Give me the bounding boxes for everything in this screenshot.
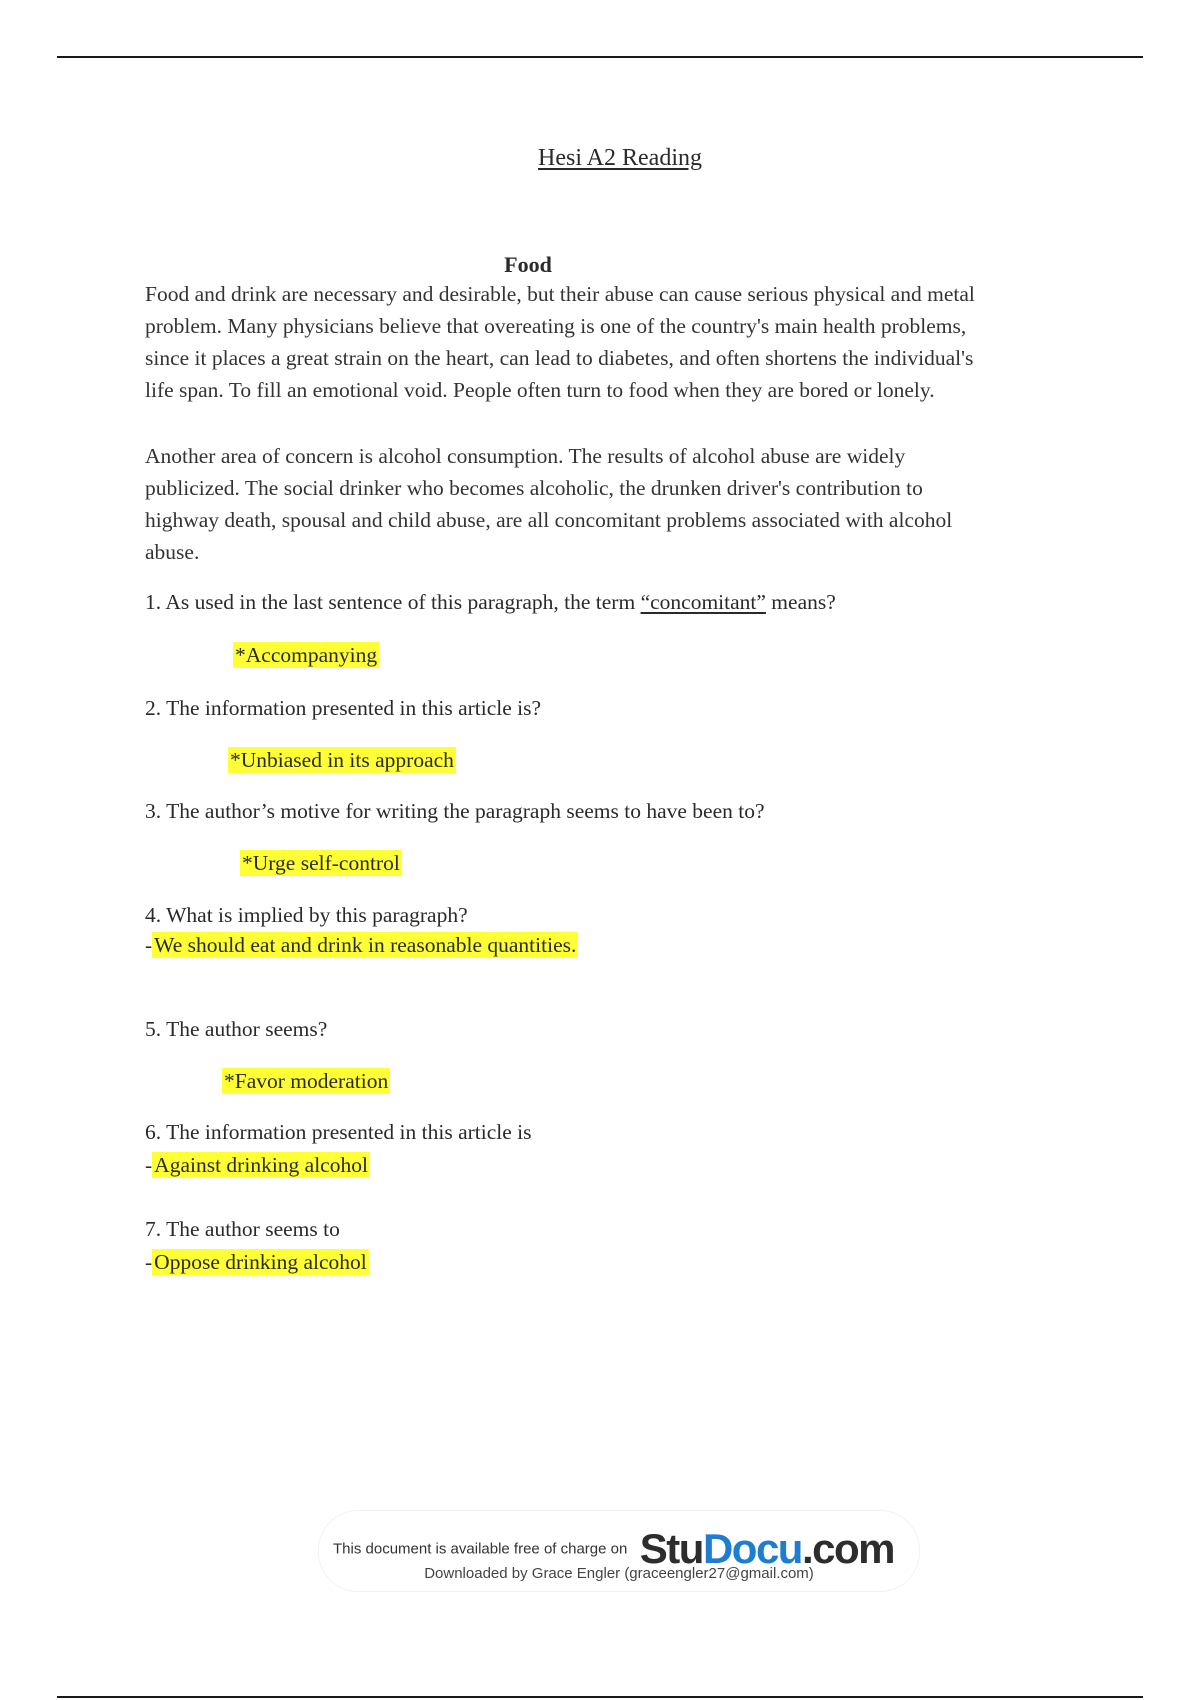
highlighted-answer: *Urge self-control: [242, 851, 400, 875]
question-4: 4. What is implied by this paragraph?: [145, 903, 468, 927]
answer-dash: -: [145, 933, 153, 957]
paragraph-line: Another area of concern is alcohol consumption. The results of alcohol abuse are widely: [145, 444, 906, 468]
document-title: Hesi A2 Reading: [538, 145, 702, 171]
studocu-footer: [318, 1510, 920, 1592]
answer-2: [228, 748, 456, 773]
highlighted-answer: *Accompanying: [235, 643, 378, 667]
paragraph-line: Food and drink are necessary and desirable, but their abuse can cause serious physical and metal: [145, 282, 975, 306]
highlighted-answer: *Favor moderation: [224, 1069, 389, 1093]
answer-dash: -: [145, 1153, 153, 1177]
footer-available-text: This document is available free of charge on: [333, 1540, 628, 1558]
question-6: 6. The information presented in this article is: [145, 1120, 532, 1144]
answer-dash: -: [145, 1250, 153, 1274]
answer-3: [240, 851, 402, 876]
paragraph-line: abuse.: [145, 540, 200, 564]
answer-4: [145, 933, 578, 958]
question-7: 7. The author seems to: [145, 1217, 340, 1241]
highlighted-answer: We should eat and drink in reasonable quantities.: [154, 933, 577, 957]
highlighted-answer: Against drinking alcohol: [154, 1153, 368, 1177]
paragraph-line: life span. To fill an emotional void. People often turn to food when they are bored or lonely.: [145, 378, 935, 402]
paragraph-food: [145, 278, 1085, 406]
logo-part: Docu: [702, 1525, 802, 1572]
question-text: means?: [765, 590, 836, 614]
question-1: [145, 590, 836, 615]
question-5: 5. The author seems?: [145, 1017, 328, 1041]
answer-7: [145, 1250, 369, 1275]
paragraph-alcohol: [145, 440, 1085, 568]
top-rule: [57, 56, 1143, 58]
paragraph-line: highway death, spousal and child abuse, are all concomitant problems associated with alcohol: [145, 508, 953, 532]
answer-6: [145, 1153, 370, 1178]
section-heading: Food: [504, 252, 552, 277]
highlighted-answer: *Unbiased in its approach: [230, 748, 454, 772]
paragraph-line: publicized. The social drinker who becomes alcoholic, the drunken driver's contribution to: [145, 476, 923, 500]
logo-part: .com: [801, 1525, 894, 1572]
answer-5: [222, 1069, 390, 1094]
bottom-rule: [57, 1696, 1143, 1698]
paragraph-line: since it places a great strain on the heart, can lead to diabetes, and often shortens the individual's: [145, 346, 974, 370]
highlighted-answer: Oppose drinking alcohol: [154, 1250, 367, 1274]
answer-1: [233, 643, 379, 668]
question-text: 1. As used in the last sentence of this paragraph, the term: [145, 590, 641, 614]
question-3: 3. The author’s motive for writing the paragraph seems to have been to?: [145, 799, 765, 823]
question-2: 2. The information presented in this article is?: [145, 696, 542, 720]
footer-downloaded-text: Downloaded by Grace Engler (graceengler27@gmail.com): [424, 1565, 814, 1582]
paragraph-line: problem. Many physicians believe that overeating is one of the country's main health problems,: [145, 314, 967, 338]
logo-part: Stu: [639, 1525, 703, 1572]
question-term: “concomitant”: [640, 590, 766, 614]
